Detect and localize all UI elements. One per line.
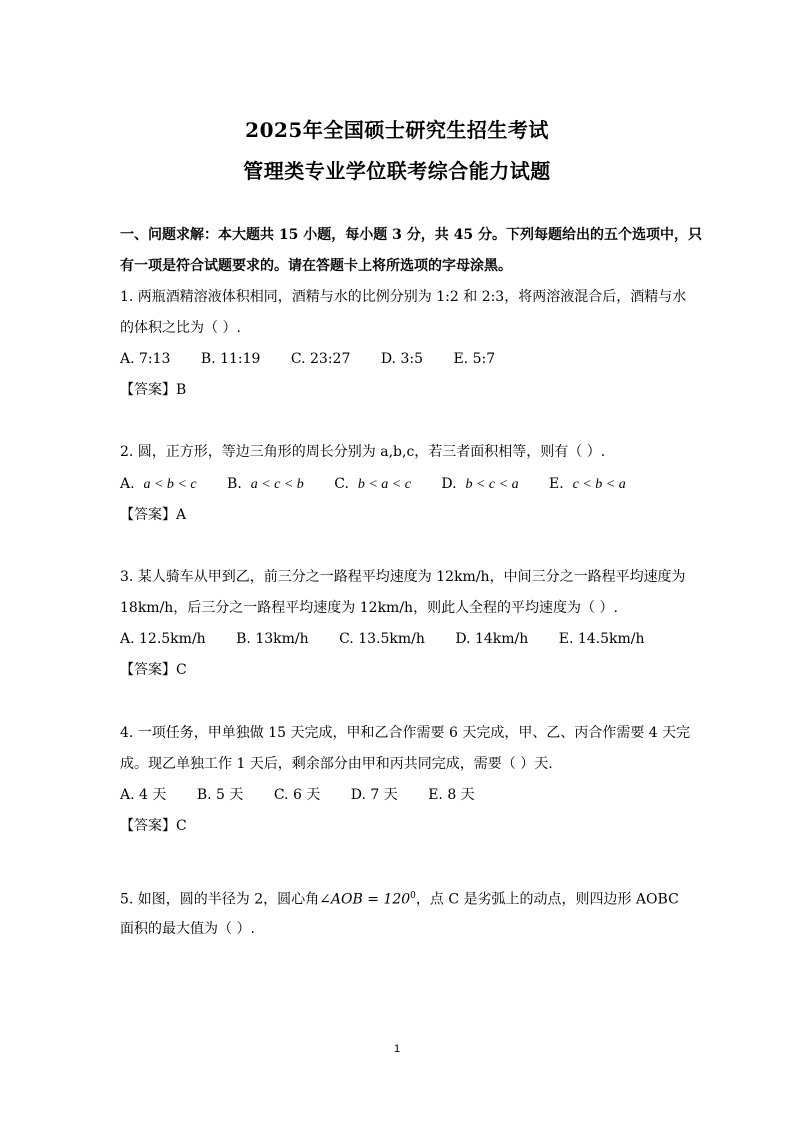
option-a: A. 12.5km/h	[120, 631, 206, 647]
option-c: C. 23:27	[290, 351, 351, 367]
option-a: A. a < b < c	[120, 476, 197, 492]
page-number: 1	[393, 1043, 401, 1055]
question-5-line-2: 面积的最大值为（ ）.	[120, 921, 255, 937]
exam-subtitle: 管理类专业学位联考综合能力试题	[243, 159, 551, 183]
option-c: C. 6 天	[273, 787, 321, 803]
question-1-line-1: 1. 两瓶酒精溶液体积相同，酒精与水的比例分别为 1:2 和 2:3，将两溶液混合后，酒精与水	[120, 289, 687, 305]
question-4-line-1: 4. 一项任务，甲单独做 15 天完成，甲和乙合作需要 6 天完成，甲、乙、丙合作需要 4 天完	[120, 725, 691, 741]
question-3-line-1: 3. 某人骑车从甲到乙，前三分之一路程平均速度为 12km/h，中间三分之一路程平均速度为	[120, 569, 686, 585]
option-d: D. 7 天	[350, 787, 398, 803]
question-1-options	[120, 349, 680, 369]
question-3-answer: 【答案】C	[120, 662, 187, 678]
degree-superscript: 0	[410, 891, 416, 901]
option-b: B. 11:19	[200, 351, 261, 367]
option-c: C. 13.5km/h	[339, 631, 425, 647]
option-a: A. 4 天	[120, 787, 167, 803]
option-b: B. 5 天	[196, 787, 244, 803]
option-c: C. b < a < c	[334, 476, 411, 492]
question-5-text-pre: 5. 如图，圆的半径为 2，圆心角	[120, 891, 320, 908]
question-5-line-1	[120, 886, 680, 910]
question-2-line-1: 2. 圆，正方形，等边三角形的周长分别为 a,b,c，若三者面积相等，则有（ ）.	[120, 444, 606, 460]
option-e: E. 8 天	[428, 787, 475, 803]
option-e: E. c < b < a	[549, 476, 626, 492]
section-instruction-line-2: 有一项是符合试题要求的。请在答题卡上将所选项的字母涂黑。	[120, 258, 512, 274]
option-a: A. 7:13	[120, 351, 171, 367]
option-d: D. b < c < a	[441, 476, 519, 492]
option-b: B. 13km/h	[236, 631, 309, 647]
question-2-answer: 【答案】A	[120, 507, 187, 523]
question-5-text-post: ，点 C 是劣弧上的动点，则四边形 AOBC	[415, 891, 679, 908]
question-2-options	[120, 474, 680, 495]
question-4-answer: 【答案】C	[120, 818, 187, 834]
question-3-line-2: 18km/h，后三分之一路程平均速度为 12km/h，则此人全程的平均速度为（ ）.	[120, 600, 618, 616]
exam-title: 2025年全国硕士研究生招生考试	[245, 118, 549, 142]
question-1-line-2: 的体积之比为（ ）.	[120, 320, 241, 336]
question-1-answer: 【答案】B	[120, 382, 187, 398]
option-b: B. a < c < b	[227, 476, 304, 492]
question-4-options	[120, 785, 680, 805]
option-e: E. 5:7	[453, 351, 496, 367]
option-e: E. 14.5km/h	[558, 631, 645, 647]
option-d: D. 3:5	[380, 351, 423, 367]
question-3-options	[120, 629, 680, 649]
section-instruction-line-1: 一、问题求解：本大题共 15 小题，每小题 3 分，共 45 分。下列每题给出的五个选项中，只	[120, 227, 702, 243]
question-4-line-2: 成。现乙单独工作 1 天后，剩余部分由甲和丙共同完成，需要（ ）天.	[120, 756, 553, 772]
option-d: D. 14km/h	[455, 631, 529, 647]
angle-expression: ∠AOB = 120	[319, 891, 411, 908]
